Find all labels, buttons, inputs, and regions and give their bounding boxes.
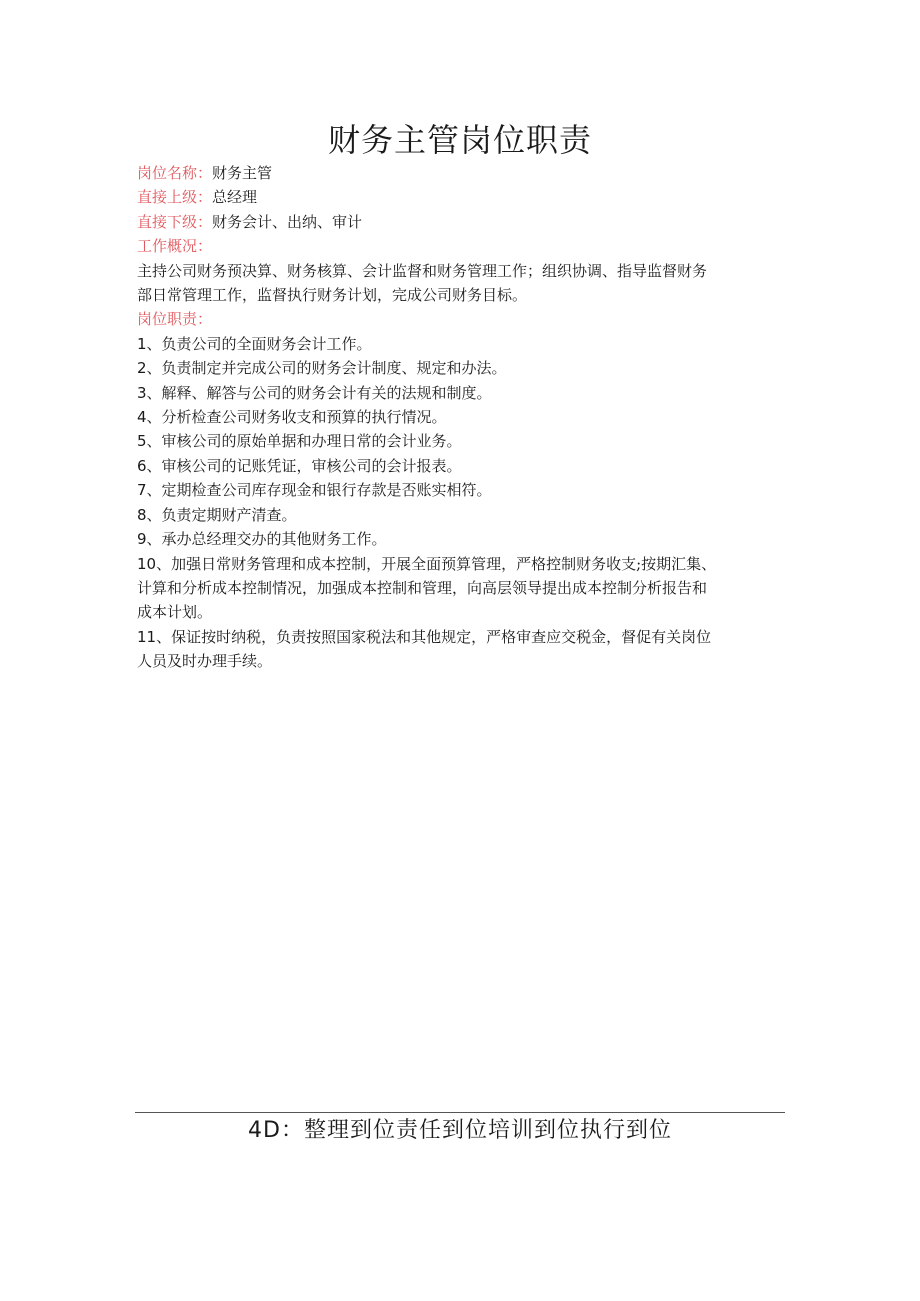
duty-item [137, 527, 787, 551]
duty-line [137, 356, 787, 380]
duty-text: 、审核公司的记账凭证，审核公司的会计报表。 [146, 456, 462, 475]
duty-text: 、解释、解答与公司的财务会计有关的法规和制度。 [146, 383, 492, 402]
duty-item [137, 405, 787, 429]
subordinates-row [137, 210, 787, 234]
duty-number: 7 [137, 481, 147, 500]
position-name-value: 财务主管 [212, 164, 273, 182]
duty-text: 、加强日常财务管理和成本控制，开展全面预算管理，严格控制财务收支;按期汇集、 [156, 554, 717, 573]
duty-item [137, 381, 787, 405]
duty-number: 6 [137, 456, 147, 475]
page-title: 财务主管岗位职责 [327, 121, 592, 159]
duty-line [137, 429, 787, 453]
duty-item [137, 429, 787, 453]
duty-number: 5 [137, 432, 147, 451]
superior-row [137, 185, 787, 209]
duty-list [137, 332, 787, 674]
duty-text: 、审核公司的原始单据和办理日常的会计业务。 [146, 432, 462, 451]
position-name-label: 岗位名称： [137, 164, 213, 182]
duty-item [137, 332, 787, 356]
duty-text: 成本计划。 [137, 603, 213, 622]
overview-label: 工作概况： [137, 237, 213, 256]
duty-item [137, 454, 787, 478]
duty-text: 计算和分析成本控制情况，加强成本控制和管理，向高层领导提出成本控制分析报告和 [137, 578, 708, 597]
duty-text: 、分析检查公司财务收支和预算的执行情况。 [146, 408, 447, 427]
duty-item [137, 356, 787, 380]
duty-text: 、承办总经理交办的其他财务工作。 [146, 530, 387, 549]
duty-number: 2 [137, 359, 147, 378]
superior-label: 直接上级： [137, 188, 213, 207]
duty-line [137, 649, 787, 673]
duty-line [137, 552, 787, 576]
subordinates-value: 财务会计、出纳、审计 [212, 212, 363, 231]
document-body [137, 161, 787, 674]
superior-value: 总经理 [212, 188, 258, 207]
duty-text: 人员及时办理手续。 [137, 652, 273, 671]
duty-number: 4 [137, 408, 147, 427]
duty-text: 、负责定期财产清查。 [146, 505, 297, 524]
duty-line [137, 527, 787, 551]
duty-line [137, 381, 787, 405]
duty-line [137, 576, 787, 600]
subordinates-label: 直接下级： [137, 212, 213, 231]
overview-text [137, 259, 787, 308]
overview-line: 部日常管理工作，监督执行财务计划，完成公司财务目标。 [137, 286, 528, 305]
duties-label: 岗位职责： [137, 310, 213, 329]
duty-number: 8 [137, 505, 147, 524]
duty-item [137, 503, 787, 527]
duty-text: 、定期检查公司库存现金和银行存款是否账实相符。 [146, 481, 492, 500]
duty-line [137, 405, 787, 429]
duty-line [137, 332, 787, 356]
duty-text: 、保证按时纳税，负责按照国家税法和其他规定，严格审查应交税金，督促有关岗位 [156, 627, 712, 646]
duty-number: 1 [137, 334, 147, 353]
duty-line [137, 600, 787, 624]
duty-number: 11 [137, 627, 157, 646]
duty-line [137, 454, 787, 478]
duty-text: 、负责制定并完成公司的财务会计制度、规定和办法。 [146, 359, 507, 378]
duty-number: 10 [137, 554, 157, 573]
duty-number: 3 [137, 383, 147, 402]
duty-line [137, 503, 787, 527]
duty-line [137, 478, 787, 502]
overview-line: 主持公司财务预决算、财务核算、会计监督和财务管理工作；组织协调、指导监督财务 [137, 261, 708, 280]
duty-number: 9 [137, 530, 147, 549]
duty-item [137, 552, 787, 625]
position-name-row [137, 161, 787, 185]
footer-slogan: 4D：整理到位责任到位培训到位执行到位 [248, 1118, 672, 1143]
duty-item [137, 625, 787, 674]
duty-text: 、负责公司的全面财务会计工作。 [146, 334, 372, 353]
duty-item [137, 478, 787, 502]
duty-line [137, 625, 787, 649]
